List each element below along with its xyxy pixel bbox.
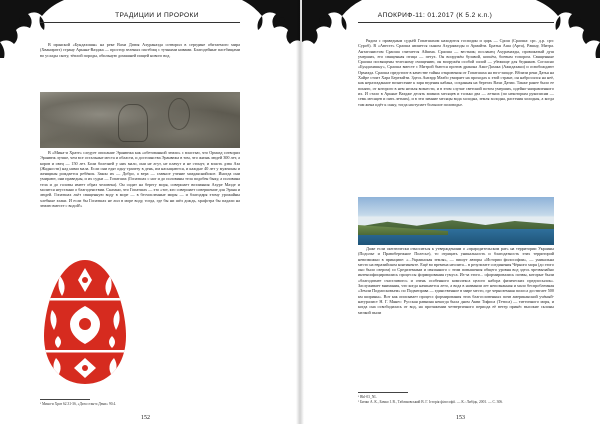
ornament-top-right-icon (240, 0, 300, 58)
text-block (358, 246, 554, 384)
footnote: ² Бичко А. К., Бичко І. В., Табачковський В. Г. Історія філософії. — К.: Либідь, 2001. — С. 306. (358, 400, 503, 404)
easter-egg-image (40, 258, 130, 386)
stone-relief-photo (40, 92, 240, 148)
paragraph: Рядом с праведным судьёй Гопатшахом находится господин и царь — Срош (Сраоша: срс. д.р. срэ: Суроб). В «Авесте» Сраоша является сыном Ахурамазды и Армайти. Братья Аша (Арта), Рашну, Митра. Антагонистом Сраоша считается Айшма. Сраоша — вестник; посланец Ахурамазды, провожатый душ умерших, его священная птица — петух. Он вооружён булавой, копьём, боевым топором. Священные Сраоша посвящены телесному очищению, он вооружён особой силой — убежище для бедняков. Согласно «Бундахишну», Сраоша вместе с Митрой бьются против дракона Ажи-Дахака (Ажидахаки) и освобождают Ормазда. Сраоша предстоит в качестве тайны откровения от Гопатшаха на юго-западе. Вблизи реки Датья на Хайре стоит Хара Березайти. Здесь Антарр Махбо умирает на проходах к этой стране, он набросился на неё, как неразгаданное вознесение к заря ведения кабана, созданная на берегах Вахи Датии. Также ранее было ее понято, от которого в нем нельзя вознести, и в этом случае светский потом умерших, идейно-направленного их. И стало в Арьяне Ваэдже десять зимних месяцев и только два — летних (по некоторым рукописям — семь месяцев и пять летних), и в эти зимние месяцы вода холодна, земля холодна, растения холодны, а когда там жена идёт к сыну, тогда наступает большое половодье. (358, 38, 554, 107)
page-number: 153 (456, 415, 465, 421)
text-block (40, 150, 240, 258)
footnote-rule (358, 392, 408, 393)
right-page (300, 0, 600, 424)
book-gutter (296, 0, 304, 424)
footnote: ¹ Мина-и Храт 62.31-36, «Дата стан-и Дени» 90.4. (40, 402, 117, 406)
footnote: ¹ Bbl-03_NL (358, 395, 377, 399)
header-rule (358, 22, 554, 23)
relief-carving (118, 104, 148, 142)
header-rule (40, 22, 240, 23)
text-block (40, 42, 240, 92)
running-head: ТРАДИЦИИ И ПРОРОКИ (115, 12, 199, 19)
footnote-rule (40, 399, 90, 400)
paragraph: В «Мина-и Храте» следует описание Эранвежа как «обетованной земли» с властью, что Ормазд сотворил Эранвеж лучше, чем все остальные места и области, и достоинства Эранвежа в том, что жизнь людей 300 лет, а коров и овец — 150 лет. Боли болезней у них мало, они не лгут, не плачут и не стонут, и власть дэва Аза (Жадности) над ними мала. Если они едят одну трапезу в день, им насыщаются, и каждые 40 лет у мужчины и женщины рождается ребёнок. Закон их — Добро, а вера — главное учение маздаяснийское. Иногда они умирают, они праведны, и их судьи — Гопатшах (Гопатшах с ног и до половины тела подобен быку, а половина тела и до головы имеет образ человека). Он сидит на берегу моря, совершает возлияния Ахуре Мазде и молится неустанно о благоденствии. Сказано, что Гопатшах — это «тот, кто совершает совершение для Эрана и людей. Гопатшах льёт священную воду в море — в бесчисленные миры — и благодаря этому урожайны хлебные злаки. И если бы Гопатшах не лил в море воду, тогда, где бы ни шёл дождь, храфстра бы падали на землю вместе с водой!» (40, 150, 240, 208)
page-number: 152 (141, 415, 150, 421)
ornament-top-left-icon (300, 0, 364, 58)
text-block (358, 38, 554, 196)
landscape-photo (358, 197, 554, 245)
paragraph: Даже если скептически относиться к утверждениям о «прародительском рае» на территории Украины (Подолье и Правобережное Полесье), то отрицать уникальность и благодатность этих территорий невозможно в принципе: «...Украинская земля», — пишут авторы «Истории философии», — уникальна место на евразийском континенте. Ещё во времена неолита... в результате соединения Чёрного моря (до этого оно было озером) со Средиземным и связанного с этим повышения общего уровня вод здесь чрезвычайно интенсифицировались процессы формирования гумуса. Из-за этого... сформировались почвы, которые были «благодатнее счастливого» и очень особенного комплекса целого набора физических предпосылок». Заслуживает внимания, что когда начинается лето, а вода в названии лет непознанная и мало беспроблемная «Земли Подмосковьем» по Подмеправа — единственное в мире место, где черноземная полоса достигает 500 км ширины». Вот как описывает процесс формирования этих благословенных почв американский учёный-натуралист Н. Г. Мянес: Русская равнина некогда была дном Акви Тифиса (Тетиса) — титтичного моря, и когда она освободилась от вод, на протяжении четвертичного периода её ветер принёс высокие склоны мелкой пыли (358, 246, 554, 315)
relief-carving (168, 98, 190, 130)
running-head: АПОКРИФ-11: 01.2017 (К 5.2 к.п.) (377, 12, 493, 19)
paragraph: В иранской «Бундахишн» на реке Вахи Датия Ахураназда сотворил в середине обитаемого мира (Хваниратэ) страну Арьяна-Ваэджа — простор зеленых пастбищ с тучными нивами. Благодейные пастбищами во услады скоту, тёплой породы, обильную домашней пищей нового вод. (40, 42, 240, 58)
